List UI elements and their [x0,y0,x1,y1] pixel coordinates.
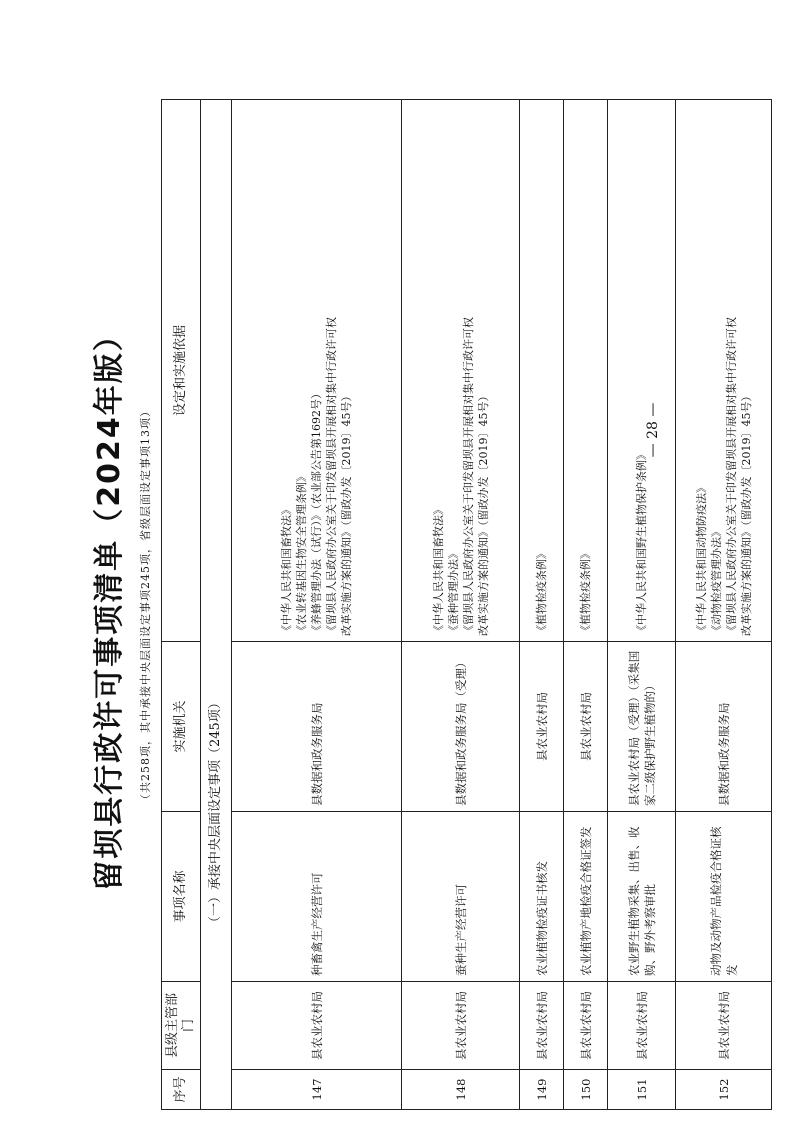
row-item: 动物及动物产品检疫合格证核发 [676,812,772,982]
row-agency: 县数据和政务服务局 [676,642,772,812]
row-basis [232,100,402,642]
basis-line: 《动物检疫管理办法》 [709,526,723,636]
basis-line: 改革实施方案的通知》（留政办发〔2019〕45号） [739,390,753,636]
row-item: 种畜禽生产经营许可 [232,812,402,982]
section-title: （一）承接中央层面设定事项（245项） [201,100,232,1110]
basis-line: 改革实施方案的通知》（留政办发〔2019〕45号） [340,390,353,636]
basis-line: 《养蜂管理办法（试行）》（农业部公告第1692号） [310,388,323,636]
row-agency: 县农业农村局 [564,642,608,812]
row-basis [402,100,520,642]
row-no: 150 [564,1070,608,1110]
row-dept: 县农业农村局 [608,982,676,1070]
basis-line: 改革实施方案的通知》（留政办发〔2019〕45号） [476,390,490,636]
row-no: 147 [232,1070,402,1110]
basis-line: 《中华人民共和国畜牧法》 [280,504,293,636]
header-agency: 实施机关 [162,642,201,812]
document-subtitle: （共258项，其中承接中央层面设定事项245项，省级层面设定事项13项） [139,405,152,805]
basis-line: 《中华人民共和国动物防疫法》 [694,482,708,636]
row-item: 农业植物检疫证书核发 [520,812,564,982]
page-number: — 28 — [645,402,661,458]
row-item: 农业植物产地检疫合格证签发 [564,812,608,982]
row-agency: 县农业农村局 [520,642,564,812]
section-row [201,100,232,1110]
table-row [564,100,608,1110]
row-item: 蚕种生产经营许可 [402,812,520,982]
row-basis [520,100,564,642]
rotated-page-content [89,100,753,1110]
header-item: 事项名称 [162,812,201,982]
row-agency: 县农业农村局（受理）（采集国家二级保护野生植物的） [608,642,676,812]
table-row [608,100,676,1110]
row-no: 149 [520,1070,564,1110]
row-basis [564,100,608,642]
basis-line: 《中华人民共和国畜牧法》 [431,504,445,636]
permit-table [161,99,772,1110]
row-dept: 县农业农村局 [402,982,520,1070]
row-no: 151 [608,1070,676,1110]
row-basis [608,100,676,642]
basis-line: 《留坝县人民政府办公室关于印发留坝县开展相对集中行政许可权 [724,317,738,636]
row-dept: 县农业农村局 [520,982,564,1070]
basis-line: 《中华人民共和国野生植物保护条例》 [635,449,648,636]
row-no: 152 [676,1070,772,1110]
row-no: 148 [402,1070,520,1110]
table-row [232,100,402,1110]
header-row [162,100,201,1110]
row-dept: 县农业农村局 [564,982,608,1070]
row-dept: 县农业农村局 [232,982,402,1070]
row-dept: 县农业农村局 [676,982,772,1070]
header-basis: 设定和实施依据 [162,100,201,642]
table-row [520,100,564,1110]
table-row [676,100,772,1110]
basis-line: 《植物检疫条例》 [579,548,592,636]
basis-line: 《蚕种管理办法》 [446,548,460,636]
basis-line: 《留坝县人民政府办公室关于印发留坝县开展相对集中行政许可权 [325,317,338,636]
basis-line: 《农业转基因生物安全管理条例》 [295,471,308,636]
table-row [402,100,520,1110]
row-basis [676,100,772,642]
header-no: 序号 [162,1070,201,1110]
row-agency: 县数据和政务服务局 [232,642,402,812]
row-agency: 县数据和政务服务局（受理） [402,642,520,812]
document-title: 留坝县行政许可事项清单（2024年版） [92,319,127,891]
row-item: 农业野生植物采集、出售、收购、野外考察审批 [608,812,676,982]
basis-line: 《留坝县人民政府办公室关于印发留坝县开展相对集中行政许可权 [461,317,475,636]
basis-line: 《植物检疫条例》 [535,548,548,636]
header-dept: 县级主管部门 [162,982,201,1070]
